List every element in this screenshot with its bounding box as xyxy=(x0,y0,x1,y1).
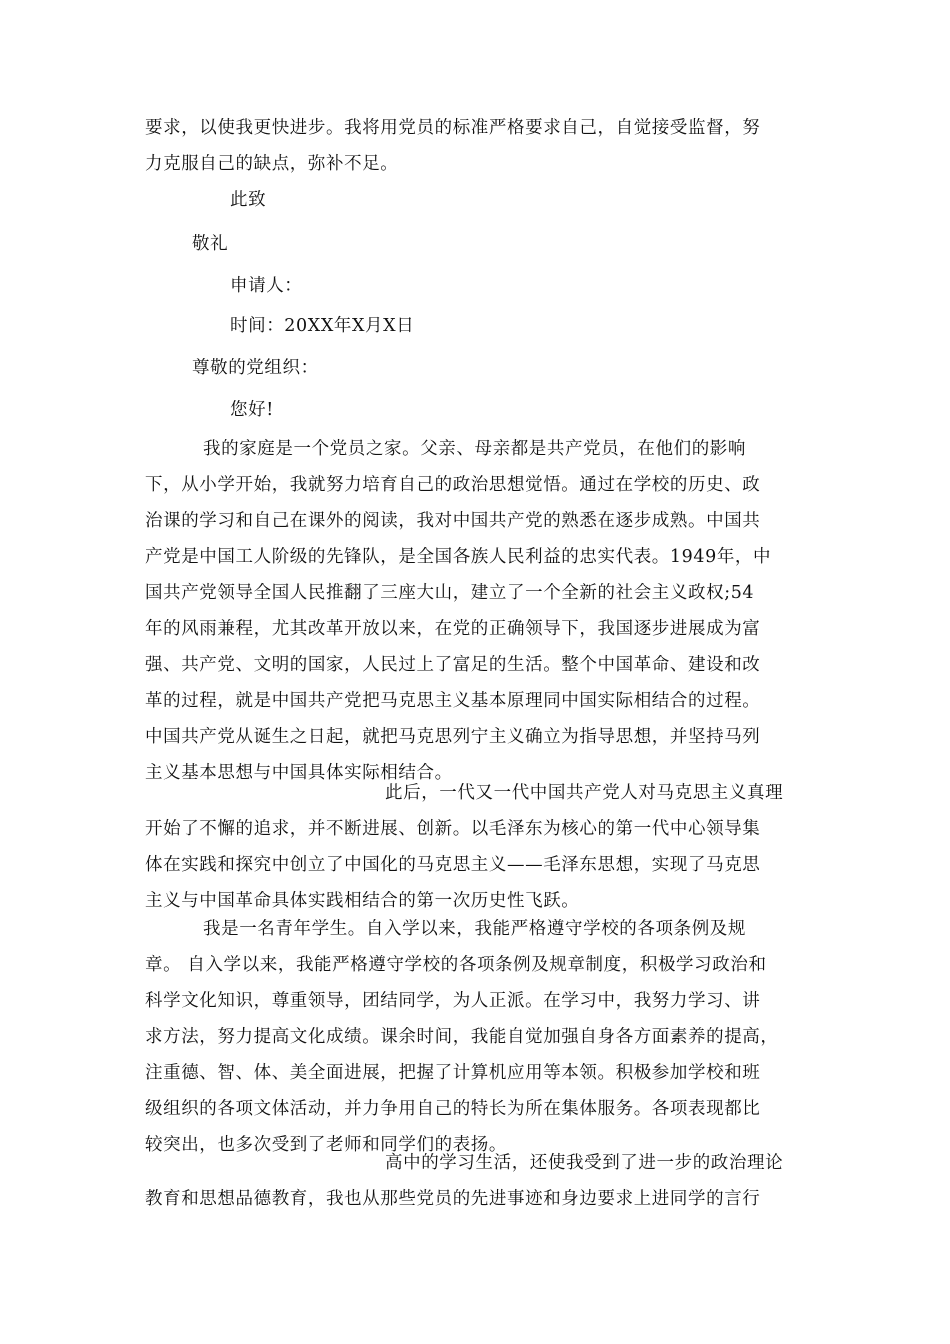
text-line: 年的风雨兼程，尤其改革开放以来，在党的正确领导下，我国逐步进展成为富 xyxy=(145,619,761,639)
paragraph-student xyxy=(145,911,805,1163)
text-line: 开始了不懈的追求，并不断进展、创新。以毛泽东为核心的第一代中心领导集 xyxy=(145,819,761,839)
paragraph-highschool xyxy=(145,1145,805,1217)
text-line: 求方法，努力提高文化成绩。课余时间，我能自觉加强自身各方面素养的提高， xyxy=(145,1027,779,1047)
text-line: 我是一名青年学生。自入学以来，我能严格遵守学校的各项条例及规 xyxy=(203,919,746,939)
salutation: 尊敬的党组织： xyxy=(192,358,319,378)
text-line: 要求，以使我更快进步。我将用党员的标准严格要求自己，自觉接受监督，努 xyxy=(145,118,761,138)
text-line: 主义与中国革命具体实践相结合的第一次历史性飞跃。 xyxy=(145,891,580,911)
text-line: 产党是中国工人阶级的先锋队，是全国各族人民利益的忠实代表。1949年，中 xyxy=(145,547,772,567)
text-line: 中国共产党从诞生之日起，就把马克思列宁主义确立为指导思想，并坚持马列 xyxy=(145,727,761,747)
closing-line-1: 此致 xyxy=(230,190,267,210)
text-line: 级组织的各项文体活动，并力争用自己的特长为所在集体服务。各项表现都比 xyxy=(145,1099,761,1119)
text-line: 较突出，也多次受到了老师和同学们的表扬。 xyxy=(145,1135,507,1155)
text-line: 我的家庭是一个党员之家。父亲、母亲都是共产党员，在他们的影响 xyxy=(203,439,746,459)
greeting: 您好! xyxy=(230,400,274,420)
text-line: 下，从小学开始，我就努力培育自己的政治思想觉悟。通过在学校的历史、政 xyxy=(145,475,761,495)
text-line: 此后，一代又一代中国共产党人对马克思主义真理 xyxy=(385,783,784,803)
text-line: 国共产党领导全国人民推翻了三座大山，建立了一个全新的社会主义政权;54 xyxy=(145,583,755,603)
text-line: 体在实践和探究中创立了中国化的马克思主义——毛泽东思想，实现了马克思 xyxy=(145,855,761,875)
text-line: 章。 自入学以来，我能严格遵守学校的各项条例及规章制度，积极学习政治和 xyxy=(145,955,767,975)
text-line: 注重德、智、体、美全面进展，把握了计算机应用等本领。积极参加学校和班 xyxy=(145,1063,761,1083)
text-line: 教育和思想品德教育，我也从那些党员的先进事迹和身边要求上进同学的言行 xyxy=(145,1189,761,1209)
text-line: 科学文化知识，尊重领导，团结同学，为人正派。在学习中，我努力学习、讲 xyxy=(145,991,761,1011)
date-line: 时间：20XX年X月X日 xyxy=(230,316,415,336)
text-line: 力克服自己的缺点，弥补不足。 xyxy=(145,154,399,174)
paragraph-family xyxy=(145,431,805,791)
closing-line-2: 敬礼 xyxy=(192,234,229,254)
intro-paragraph xyxy=(145,110,805,182)
paragraph-history xyxy=(145,775,805,919)
applicant-label: 申请人： xyxy=(230,276,303,296)
text-line: 治课的学习和自己在课外的阅读，我对中国共产党的熟悉在逐步成熟。中国共 xyxy=(145,511,761,531)
text-line: 主义基本思想与中国具体实际相结合。 xyxy=(145,763,453,783)
text-line: 革的过程，就是中国共产党把马克思主义基本原理同中国实际相结合的过程。 xyxy=(145,691,761,711)
text-line: 高中的学习生活，还使我受到了进一步的政治理论 xyxy=(385,1153,784,1173)
text-line: 强、共产党、文明的国家，人民过上了富足的生活。整个中国革命、建设和改 xyxy=(145,655,761,675)
